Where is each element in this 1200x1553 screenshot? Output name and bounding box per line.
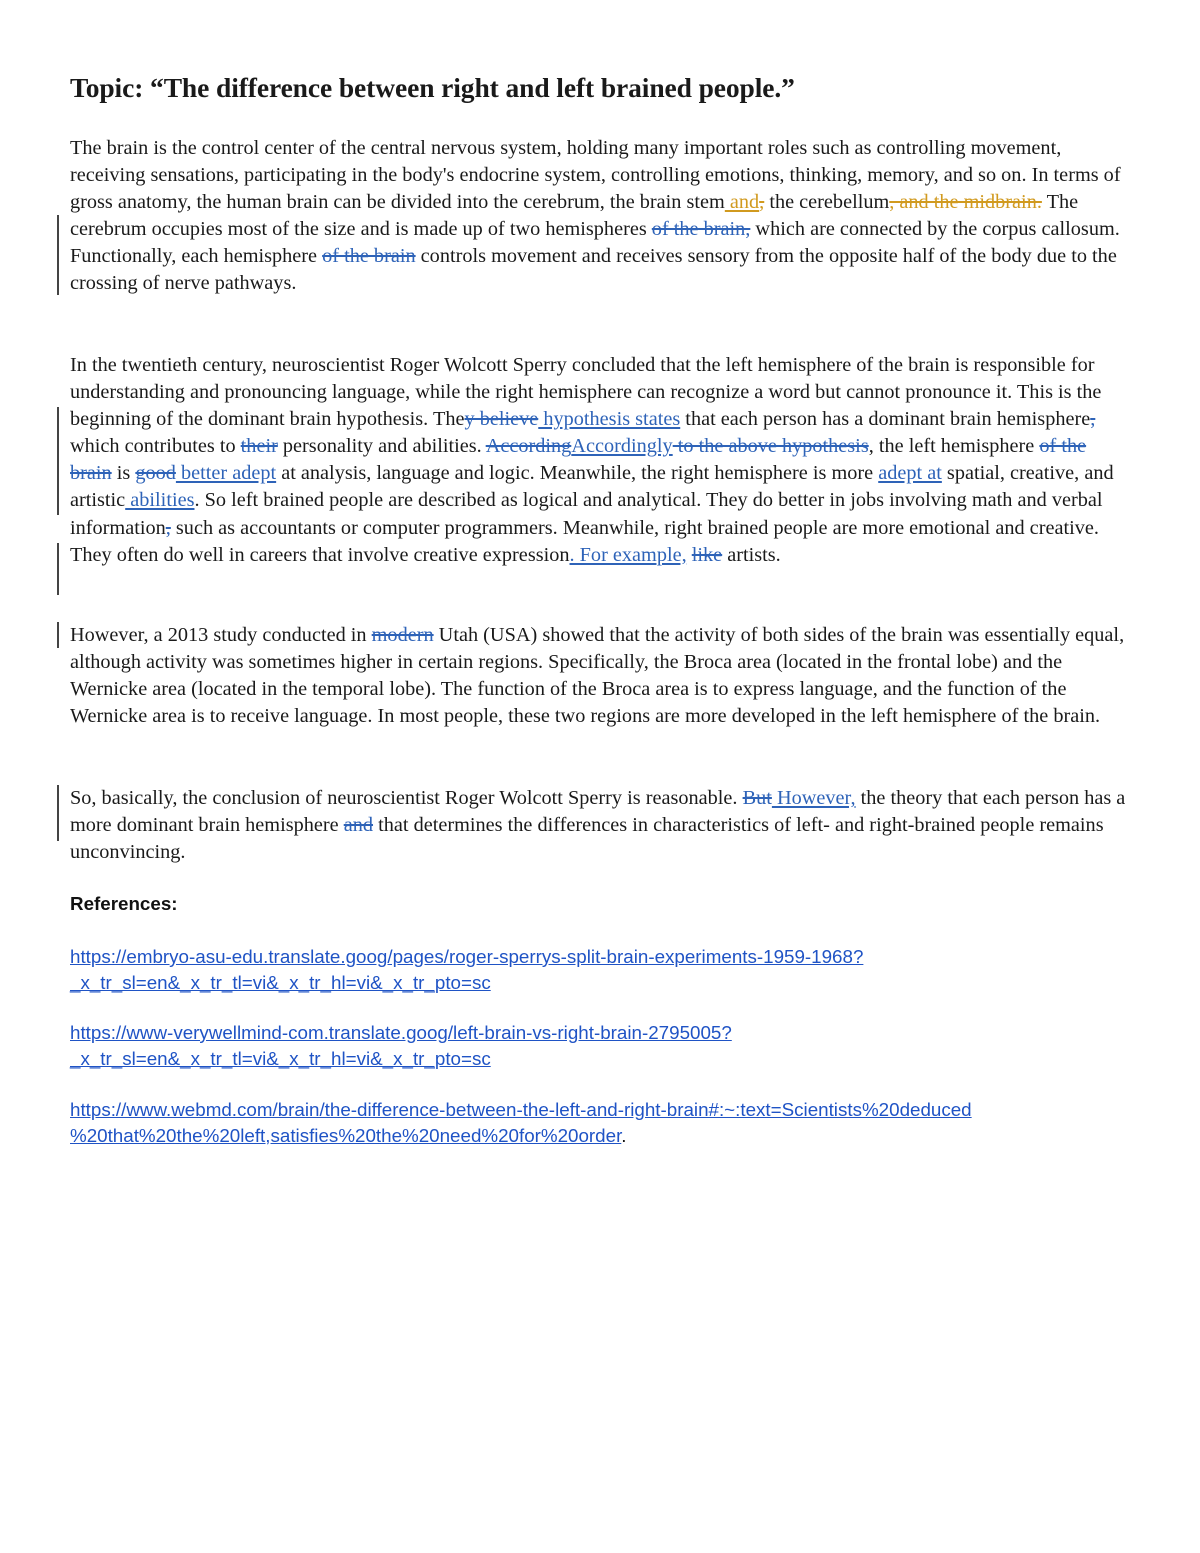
deletion: modern: [371, 624, 434, 646]
text-run: spatial, creative, and artistic: [70, 462, 1114, 512]
deletion: to the above hypothesis: [672, 435, 869, 458]
insertion: abilities: [125, 489, 195, 512]
reference-link[interactable]: [70, 1020, 1150, 1071]
change-bar: [57, 407, 59, 515]
text-run: Utah (USA) showed that the activity of both sides of the brain was essentially equal, although activity was sometimes higher in certain regions. Specifically, the Broca area (located in the frontal lobe) and the Wernicke area (located in the temporal lobe). The function of the Broca area is to express language, and the function of the Wernicke area is to receive language. In most people, these two regions are more developed in the left hemisphere of the brain.: [70, 624, 1125, 728]
reference-item: [70, 1097, 1150, 1148]
paragraph-conclusion: [70, 785, 1132, 866]
deletion: their: [240, 435, 278, 458]
deletion: good: [135, 462, 176, 485]
deletion: , and the midbrain.: [889, 191, 1042, 214]
insertion: . For example,: [569, 543, 687, 566]
references-heading: References:: [70, 893, 178, 914]
reference-link-line: https://www-verywellmind-com.translate.goog/left-brain-vs-right-brain-2795005?: [70, 1022, 732, 1043]
deletion: of the brain: [70, 435, 1087, 485]
text-run: the theory that each person has a more dominant brain hemisphere: [70, 787, 1126, 837]
deletion: of the brain,: [651, 218, 751, 241]
insertion: and: [724, 191, 760, 214]
reference-link-line: https://embryo-asu-edu.translate.goog/pages/roger-sperrys-split-brain-experiments-1959-1968?: [70, 946, 864, 967]
deletion: ,: [1090, 408, 1096, 431]
reference-item: [70, 1020, 1150, 1071]
text-run: which are connected by the corpus callosum. Functionally, each hemisphere: [70, 218, 1120, 268]
text-run: is: [111, 462, 136, 485]
deletion: ,: [759, 191, 765, 214]
deletion: and: [343, 814, 374, 837]
deletion: like: [691, 543, 723, 566]
reference-link[interactable]: [70, 1097, 1150, 1146]
insertion: Accordingly: [571, 435, 673, 458]
reference-link-line: _x_tr_sl=en&_x_tr_tl=vi&_x_tr_hl=vi&_x_tr_pto=sc: [70, 971, 491, 993]
insertion: However,: [771, 787, 856, 809]
text-run: In the twentieth century, neuroscientist Roger Wolcott Sperry concluded that the left hemisphere of the brain is responsible for understanding and pronouncing language, while the right hemisphere can recognize a word but cannot pronounce it. This is the beginning of the dominant brain hypothesis. The: [70, 354, 1102, 431]
reference-link-line: %20that%20the%20left,satisfies%20the%20need%20for%20order: [70, 1124, 622, 1146]
text-run: the cerebellum: [764, 191, 890, 214]
text-run: artists.: [722, 543, 781, 566]
insertion: adept at: [878, 462, 942, 485]
deletion: of the brain: [322, 245, 416, 268]
insertion: hypothesis states: [538, 408, 681, 431]
paragraph-brain-anatomy: [70, 135, 1132, 298]
text-run: that each person has a dominant brain hemisphere: [680, 408, 1091, 431]
reference-trailing-period: .: [621, 1124, 627, 1146]
change-bar: [57, 622, 59, 648]
text-run: So, basically, the conclusion of neuroscientist Roger Wolcott Sperry is reasonable.: [70, 787, 743, 809]
deletion: ,: [165, 516, 171, 539]
reference-link-line: _x_tr_sl=en&_x_tr_tl=vi&_x_tr_hl=vi&_x_tr_pto=sc: [70, 1047, 491, 1069]
change-bar: [57, 215, 59, 295]
change-bar: [57, 543, 59, 595]
reference-link[interactable]: [70, 944, 1150, 995]
text-run: The cerebrum occupies most of the size and is made up of two hemispheres: [70, 191, 1079, 241]
document-title: Topic: “The difference between right and left brained people.”: [70, 72, 795, 103]
reference-link-line: https://www.webmd.com/brain/the-difference-between-the-left-and-right-brain#:~:text=Scientists%20deduced: [70, 1099, 972, 1120]
change-bar: [57, 785, 59, 841]
deletion: y believe: [464, 408, 539, 431]
insertion: better adept: [175, 462, 277, 485]
text-run: However, a 2013 study conducted in: [70, 624, 372, 646]
text-run: which contributes to: [70, 435, 241, 458]
text-run: . So left brained people are described as logical and analytical. They do better in jobs involving math and verbal information: [70, 489, 1103, 539]
paragraph-sperry-hypothesis: [70, 352, 1132, 569]
deletion: According: [485, 435, 572, 458]
text-run: that determines the differences in characteristics of left- and right-brained people remains unconvincing.: [70, 814, 1104, 864]
text-run: , the left hemisphere: [868, 435, 1040, 458]
text-run: at analysis, language and logic. Meanwhile, the right hemisphere is more: [276, 462, 879, 485]
text-run: controls movement and receives sensory from the opposite half of the body due to the crossing of nerve pathways.: [70, 245, 1117, 295]
deletion: But: [742, 787, 772, 809]
reference-item: [70, 944, 1150, 995]
text-run: personality and abilities.: [277, 435, 486, 458]
text-run: such as accountants or computer programmers. Meanwhile, right brained people are more emotional and creative. They often do well in careers that involve creative expression: [70, 516, 1099, 566]
paragraph-utah-study: [70, 622, 1132, 730]
text-run: The brain is the control center of the central nervous system, holding many important roles such as controlling movement, receiving sensations, participating in the body's endocrine system, controlling emotions, thinking, memory, and so on. In terms of gross anatomy, the human brain can be divided into the cerebrum, the brain stem: [70, 137, 1121, 214]
